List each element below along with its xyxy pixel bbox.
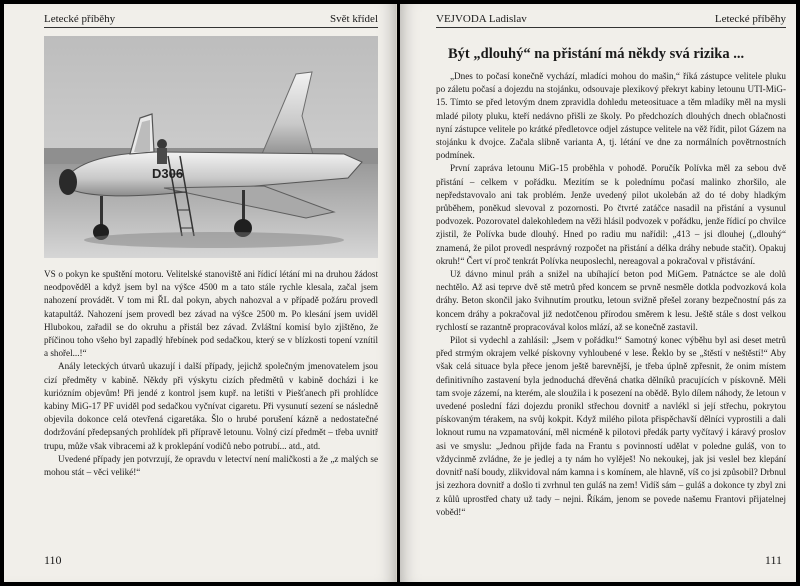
paragraph: Uvedené případy jen potvrzují, že opravdu v letectví není maličkosti a že „z malých se mohou stát – věci veliké!“ (44, 453, 378, 478)
running-head-right: Svět křídel (330, 13, 378, 25)
aircraft-photo (44, 36, 378, 258)
header-rule (436, 27, 786, 28)
paragraph: Anály leteckých útvarů ukazují i další případy, jejichž společným jmenovatelem jsou cizí předměty v kabině. Někdy při výskytu cizích předmětů v kabině docházi i ke kuriózním objevům! Při jendé z kontrol jsem kupř. na letišti v Piešťanech při prohlídce kabiny MiG-17 PF uviděl pod sedačkou vyčnívat cigaretu. Při vysunutí sezení se následně objevila dokonce celá otevřená cigaretáka. Šlo o hrubé porušení kázně a nedostatečné dodržování předepsaných prohlídek při přípravě letounu. Volný cizí předmět – třeba uvnitř trupu, může však vibracemi až k proklepání vodičů nebo potrubí... atd., atd. (44, 361, 378, 451)
right-page (400, 4, 796, 582)
aircraft-code-label: D306 (152, 166, 184, 181)
paragraph: Už dávno minul práh a snižel na ubíhající beton pod MiGem. Patnáctce se ale dolů nechtělo. Až asi teprve dvě stě metrů před koncem se prvně nesměle dotkla podvozková kola dráhy. Beton skončil jako švihnutím proutku, letoun svižně přešel zorany bezpečnostní pás za koncem dráhy a pokračoval již nedotčenou přírodou směrem k lesu. Ještě stále s dost velkou rychlostí se razantně propracovával kolos mlází, až se konečně zastavil. (436, 269, 786, 332)
section-title: Být „dlouhý“ na přistání má někdy svá rizika ... (448, 46, 745, 62)
paragraph: „Dnes to počasí konečně vychází, mladíci mohou do mašin,“ říká zástupce velitele pluku po záletu počasí a dojezdu na stojánku, odsouvaje plexikový překryt kabiny letounu UTI-MiG-15. Tímto se před letovým dnem zpravidla dohledu meteosituace a těm mladíky měl na mysli mladé piloty pluku, kteří nedávno přišli ze školy. Po předchozích dlouhých dnech oblačnosti nyní zástupce velitele po krátké předletovce odjel zástupce velitele na věž řídit, pilot Gázem na stojánku k dvojce. Začala slibně varianta A, tj. létání ve dne za normálních povětrnostních podmínek. (436, 71, 786, 161)
running-head-left: Letecké příběhy (44, 13, 116, 25)
right-body-text (436, 70, 786, 519)
page-number: 111 (764, 553, 782, 567)
paragraph: První zapráva letounu MiG-15 proběhla v pohodě. Poručík Polívka měl za sebou dvě přistání – celkem v pořádku. Mezitím se k polednímu počasí malinko zhoršilo, ale nepředstavovalo ani tak problém. Jenže uvedený pilot ukolebán až do té doby hladkým průběhem, poněkud slevoval z pozornosti. Po čtvrté zatáčce nasadil na přistání a vysunul podvozek. Pozorovatel dalekohledem na věži hlásil podvozek v pořádku, jenže řídicí po chvilce zjistil, že Polívka bude dlouhý. Hned po radiu mu nařídil: „413 – jsi dlouhej („dlouhý“ znamená, že pilot provedl nesprávný rozpočet na přistání a délka dráhy nebude stačit). Opakuj okruh!“ Čert ví proč tenkrát Polívka neuposlechl, nereagoval a pokračoval v přistávání. (436, 163, 786, 266)
paragraph: Pilot si vydechl a zahlásil: „Jsem v pořádku!“ Samotný konec výběhu byl asi deset metrů před strmým okrajem velké pískovny vyhloubené v lese. Řeklo by se „štěstí v neštěstí!“ Aby však celá situace byla přece jenom ještě barevnější, je třeba úplně zpřesnit, že onim místem definitivního zastavení byla jednoduchá dřevěná chatka dělníků pracujících v pískovně. Měli tam svoje zázemí, na kterém, ale sloužila i k posezení na obědě. Bylo dílem náhody, že letoun v uvedené poslední fázi dojezdu pronikl střechou dovnitř a navlékl si její střechu, pokrytou pískovaným térakem, na svůj kokpit. Když milého pilota přispěchavší dělníci vyprostili a dali loknout rumu na vzpamatování, měl nicméně k pilotovi předák party vyčítavý i káravý proslov asi ve smyslu: „Jednou přijde fada na Frantu s povinností udělat v poledne guláš, von to vždycinmě zvládne, že je jedlej a ty nám ho vylěješ! No nekoukej, jak jsi veslel bez klepání dovnitř naší boudy, zlikvidoval nám kamna i s komínem, ale hlavně, víš co jsi způsobil? Drbnul jsi zezhora dovnitř a došlo ti zvrhnul ten guláš na zem! Vidíš sám – guláš a dokonce ty zbyl zni z kůlů uprostřed chaty už tady – nejni. Říkám, jenom se povede našemu Frantovi přijatelnej voběd!“ (436, 335, 786, 517)
header-rule (44, 27, 378, 28)
running-head-right: Letecké příběhy (714, 13, 786, 25)
mig-jet-illustration (44, 36, 378, 258)
page-number: 110 (44, 553, 62, 567)
left-body-text (44, 268, 378, 479)
left-page (4, 4, 397, 582)
running-head-left: VEJVODA Ladislav (436, 13, 527, 25)
paragraph: VS o pokyn ke spuštění motoru. Velitelské stanoviště ani řídicí létání mi na druhou žádost neodpověděl a když jsem byl na výšce 4500 m a tato stále rychle klesala, začal jsem nahození provádět. V tom mi ŘL dal pokyn, abych nahozval a v případě požáru provedl katapultáž. Nahození jsem provedl bez závad na výšce 2500 m. Po klesání jsem uviděl Hlubokou, zařadil se do okruhu a přistál bez závad. Zvláštní komisí bylo zjištěno, že příčinou toho všeho byl zapadlý hřebínek pod sedačkou, který se v blízkosti topení vznítil a shořel...!“ (44, 269, 378, 359)
